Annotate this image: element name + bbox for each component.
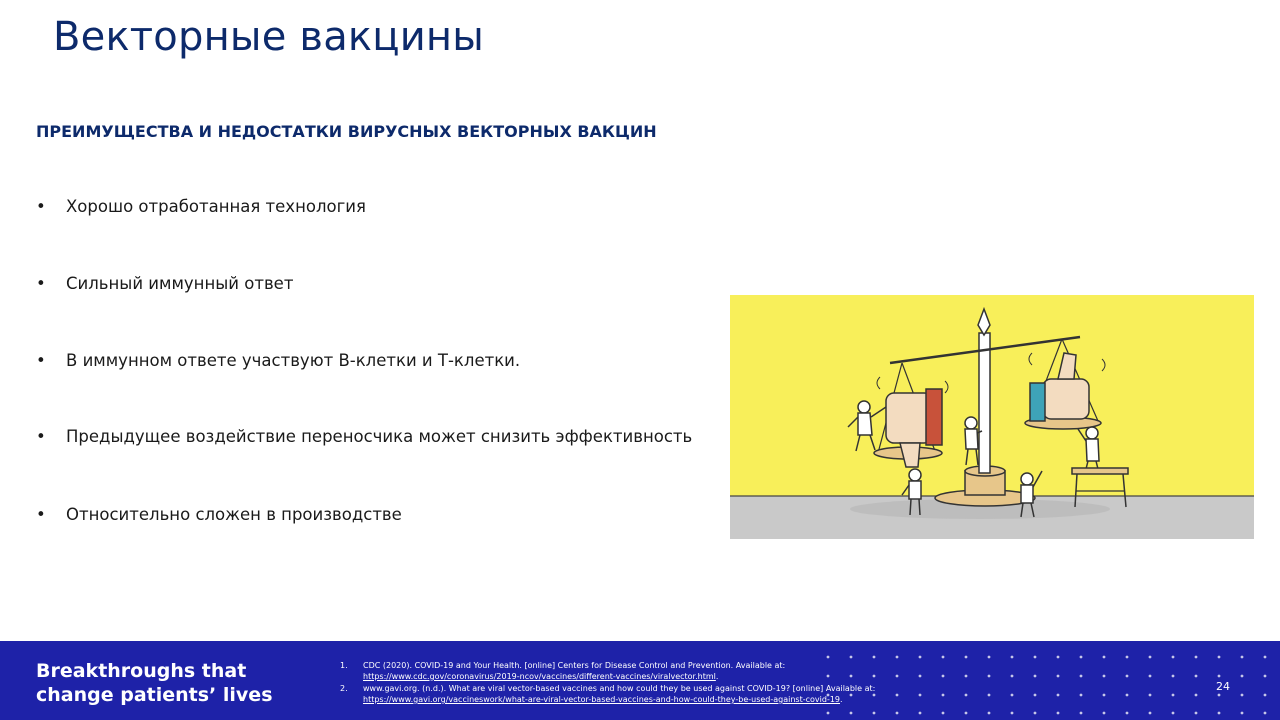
reference-text: www.gavi.org. (n.d.). What are viral vector-based vaccines and how could they be used against COVID-19? [online] Available at: (363, 684, 876, 693)
bullet-text: Сильный иммунный ответ (66, 274, 294, 293)
bullet-text: В иммунном ответе участвуют В-клетки и Т-клетки. (66, 351, 521, 370)
reference-number: 1. (340, 661, 348, 670)
reference-link[interactable]: https://www.cdc.gov/coronavirus/2019-ncov/vaccines/different-vaccines/viralvector.html (363, 672, 716, 681)
reference-item (340, 660, 940, 682)
bullet-text: Относительно сложен в производстве (66, 505, 402, 524)
tagline-line-1: Breakthroughs that (36, 660, 247, 682)
reference-text: CDC (2020). COVID-19 and Your Health. [online] Centers for Disease Control and Prevention. Available at: (363, 661, 786, 670)
bullet-icon: • (36, 351, 46, 370)
slide-title: Векторные вакцины (53, 14, 485, 60)
reference-link-suffix: . (715, 672, 719, 681)
bullet-icon: • (36, 427, 46, 446)
references-list (340, 660, 940, 706)
reference-link-suffix: . (840, 695, 843, 704)
bullet-text: Хорошо отработанная технология (66, 197, 366, 216)
bullet-text: Предыдущее воздействие переносчика может снизить эффективность (66, 427, 693, 446)
footer-bar (0, 641, 1280, 720)
reference-link[interactable]: https://www.gavi.org/vaccineswork/what-are-viral-vector-based-vaccines-and-how-could-they-be-used-against-covid-19 (363, 695, 841, 704)
page-number: 24 (1216, 680, 1230, 693)
bullet-icon: • (36, 274, 46, 293)
tagline (36, 659, 273, 707)
reference-item (340, 683, 940, 705)
tagline-line-2: change patients’ lives (36, 684, 273, 706)
bullet-icon: • (36, 505, 46, 524)
balance-scale-illustration (730, 295, 1254, 539)
slide-subtitle: ПРЕИМУЩЕСТВА И НЕДОСТАТКИ ВИРУСНЫХ ВЕКТОРНЫХ ВАКЦИН (36, 122, 657, 141)
reference-number: 2. (340, 684, 348, 693)
bullet-icon: • (36, 197, 46, 216)
